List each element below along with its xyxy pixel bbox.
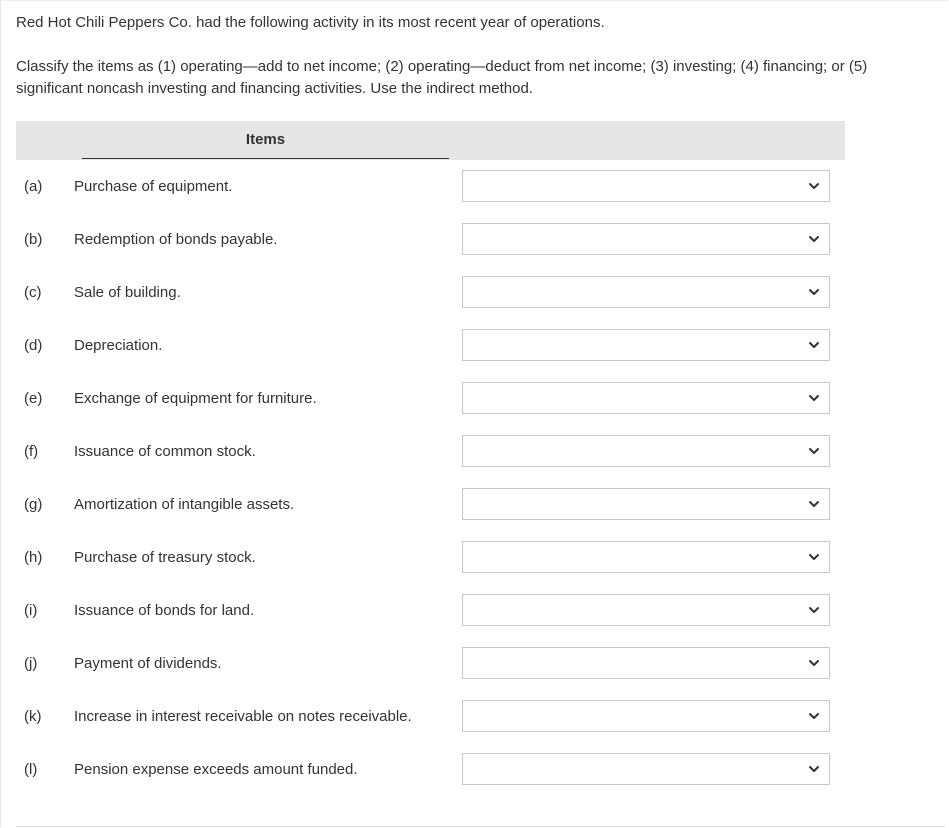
row-letter: (a) xyxy=(24,178,43,195)
classification-dropdown[interactable] xyxy=(462,223,830,255)
classification-dropdown[interactable] xyxy=(462,329,830,361)
row-letter: (k) xyxy=(24,708,42,725)
row-letter: (f) xyxy=(24,443,39,460)
row-letter: (j) xyxy=(24,655,38,672)
classification-dropdown[interactable] xyxy=(462,435,830,467)
chevron-down-icon xyxy=(808,233,820,245)
intro-text: Red Hot Chili Peppers Co. had the following activity in its most recent year of operations. xyxy=(16,14,605,31)
row-item-text: Redemption of bonds payable. xyxy=(74,231,278,248)
row-letter: (b) xyxy=(24,231,43,248)
table-header xyxy=(16,121,845,160)
classification-dropdown[interactable] xyxy=(462,276,830,308)
row-letter: (g) xyxy=(24,496,43,513)
row-letter: (h) xyxy=(24,549,43,566)
table-row xyxy=(0,700,949,753)
row-letter: (e) xyxy=(24,390,43,407)
table-row xyxy=(0,488,949,541)
table-row xyxy=(0,276,949,329)
chevron-down-icon xyxy=(808,657,820,669)
table-row xyxy=(0,647,949,700)
table-row xyxy=(0,753,949,806)
row-item-text: Purchase of treasury stock. xyxy=(74,549,256,566)
classification-dropdown[interactable] xyxy=(462,753,830,785)
chevron-down-icon xyxy=(808,445,820,457)
row-item-text: Increase in interest receivable on notes receivable. xyxy=(74,708,412,725)
classification-dropdown[interactable] xyxy=(462,382,830,414)
row-letter: (l) xyxy=(24,761,38,778)
table-row xyxy=(0,541,949,594)
table-row xyxy=(0,170,949,223)
chevron-down-icon xyxy=(808,763,820,775)
instructions-text: Classify the items as (1) operating—add to net income; (2) operating—deduct from net income; (3) investing; (4) financing; or (5) significant noncash investing and financing activities. Use the indirect method. xyxy=(16,58,868,97)
table-row xyxy=(0,223,949,276)
row-item-text: Sale of building. xyxy=(74,284,181,301)
chevron-down-icon xyxy=(808,710,820,722)
table-row xyxy=(0,329,949,382)
row-item-text: Payment of dividends. xyxy=(74,655,222,672)
chevron-down-icon xyxy=(808,392,820,404)
table-row xyxy=(0,382,949,435)
classification-dropdown[interactable] xyxy=(462,488,830,520)
table-row xyxy=(0,435,949,488)
row-item-text: Amortization of intangible assets. xyxy=(74,496,295,513)
chevron-down-icon xyxy=(808,339,820,351)
chevron-down-icon xyxy=(808,604,820,616)
row-item-text: Depreciation. xyxy=(74,337,163,354)
row-letter: (d) xyxy=(24,337,43,354)
classification-dropdown[interactable] xyxy=(462,594,830,626)
row-letter: (c) xyxy=(24,284,42,301)
classification-dropdown[interactable] xyxy=(462,541,830,573)
row-item-text: Pension expense exceeds amount funded. xyxy=(74,761,358,778)
classification-dropdown[interactable] xyxy=(462,700,830,732)
classification-dropdown[interactable] xyxy=(462,647,830,679)
row-item-text: Issuance of common stock. xyxy=(74,443,256,460)
table-row xyxy=(0,594,949,647)
row-item-text: Issuance of bonds for land. xyxy=(74,602,255,619)
row-item-text: Purchase of equipment. xyxy=(74,178,233,195)
classification-dropdown[interactable] xyxy=(462,170,830,202)
chevron-down-icon xyxy=(808,180,820,192)
chevron-down-icon xyxy=(808,286,820,298)
chevron-down-icon xyxy=(808,551,820,563)
row-item-text: Exchange of equipment for furniture. xyxy=(74,390,317,407)
chevron-down-icon xyxy=(808,498,820,510)
items-header: Items xyxy=(82,121,449,159)
divider xyxy=(16,826,945,827)
row-letter: (i) xyxy=(24,602,38,619)
